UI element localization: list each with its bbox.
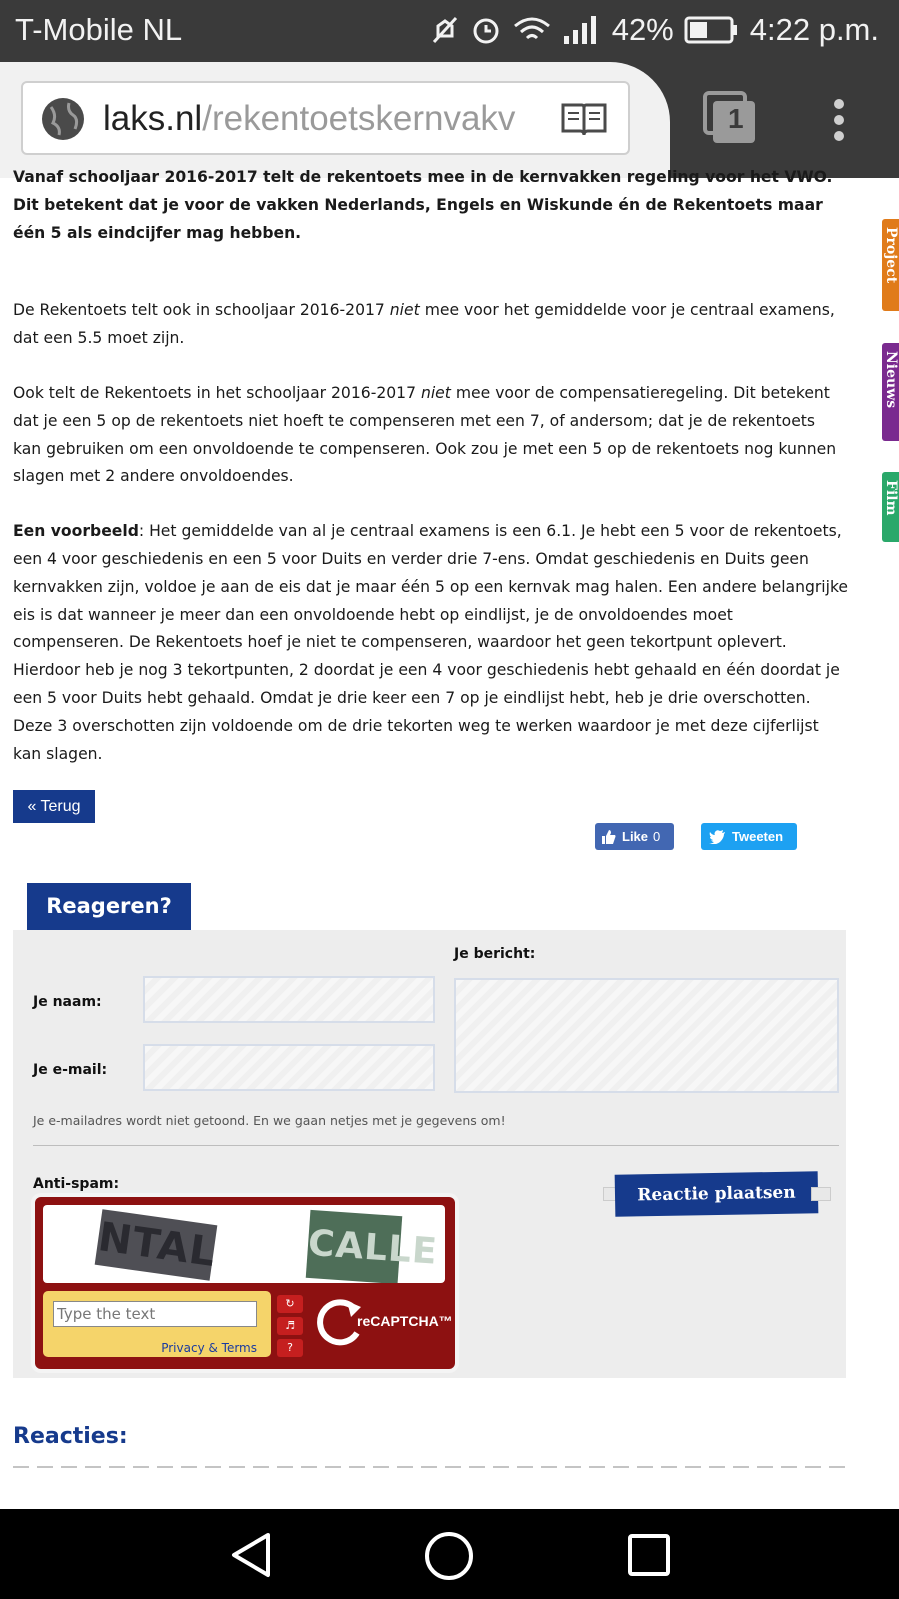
- voorbeeld-heading: Een voorbeeld: [13, 522, 139, 541]
- wifi-icon: [512, 14, 552, 46]
- tab-count: 1: [728, 103, 744, 134]
- submit-label: Reactie plaatsen: [615, 1171, 819, 1217]
- browser-toolbar: [0, 62, 899, 178]
- comment-form: [13, 930, 846, 1378]
- recaptcha-brand: reCAPTCHA™: [357, 1313, 453, 1329]
- carrier-name: T-Mobile NL: [15, 12, 183, 47]
- mute-icon: [430, 14, 460, 46]
- paragraph-voorbeeld: [13, 518, 848, 768]
- audio-captcha-button[interactable]: [277, 1317, 303, 1335]
- recent-apps-square-icon[interactable]: [628, 1534, 670, 1576]
- message-textarea[interactable]: [454, 978, 839, 1093]
- form-divider: [33, 1145, 839, 1146]
- back-triangle-icon[interactable]: [228, 1531, 274, 1579]
- article-body: [13, 168, 849, 768]
- home-circle-icon[interactable]: [424, 1531, 474, 1581]
- form-title: Reageren?: [27, 883, 191, 930]
- paragraph-text: : Het gemiddelde van al je centraal examens is een 6.1. Je hebt een 5 voor de rekentoets, een 4 voor geschiedenis en een 5 voor Duits en verder drie 7-ens. Omdat geschiedenis en Duits geen kernvakken zijn, voldoe je aan de eis dat je maar één 5 op een kernvak mag halen. Een andere belangrijke eis is dat wanneer je meer dan een onvoldoende hebt op eindlijst, je de onvoldoendes moet compenseren. De Rekentoets hoef je niet te compenseren, waardoor het geen tekortpunt oplevert. Hierdoor heb je nog 3 tekortpunten, 2 doordat je een 4 voor geschiedenis hebt gehaald en één doordat je een 5 voor Duits hebt gehaald. Omdat je drie keer een 7 op je eindlijst hebt, heb je drie overschotten. Deze 3 overschotten zijn voldoende om de drie tekorten weg te werken waardoor je met deze cijferlijst kan slagen.: [13, 522, 849, 763]
- help-captcha-button[interactable]: [277, 1339, 303, 1357]
- paragraph-text: mee voor het gemiddelde voor je centraal examens, dat een 5.5 moet zijn.: [13, 301, 835, 348]
- intro-paragraph: Vanaf schooljaar 2016-2017 telt de rekentoets mee in de kernvakken regeling voor het VWO. Dit betekent dat je voor de vakken Nederlands, Engels en Wiskunde én de Rekentoets maar één 5 als eindcijfer mag hebben.: [13, 168, 833, 242]
- side-tab-label: Film: [883, 480, 899, 516]
- side-tab-project[interactable]: [882, 219, 899, 311]
- facebook-like-button[interactable]: [595, 823, 674, 850]
- captcha-input[interactable]: [53, 1301, 257, 1327]
- tweet-label: Tweeten: [732, 829, 784, 844]
- dashed-divider: [13, 1466, 846, 1468]
- alarm-icon: [470, 14, 502, 46]
- battery-icon: [684, 15, 740, 45]
- paragraph-text: De Rekentoets telt ook in schooljaar 2016-2017: [13, 301, 390, 320]
- url-text: [103, 99, 533, 139]
- reader-mode-icon[interactable]: [560, 101, 608, 137]
- url-path: /rekentoetskernvakv: [202, 99, 516, 138]
- url-host: laks.nl: [103, 99, 203, 138]
- comments-heading: Reacties:: [13, 1424, 128, 1449]
- back-button[interactable]: « Terug: [13, 790, 95, 823]
- captcha-image: [43, 1205, 445, 1283]
- active-tab: [0, 62, 670, 178]
- recaptcha-logo: [317, 1297, 453, 1349]
- antispam-label: Anti-spam:: [33, 1176, 120, 1192]
- name-input[interactable]: [143, 976, 435, 1023]
- captcha-word: CALLE: [306, 1210, 403, 1283]
- overflow-menu-icon[interactable]: [830, 98, 848, 142]
- like-count: 0: [653, 829, 661, 844]
- emphasis-text: niet: [389, 301, 420, 320]
- email-label: Je e-mail:: [33, 1062, 108, 1078]
- side-tab-label: Nieuws: [883, 351, 899, 409]
- like-label: Like: [622, 829, 649, 844]
- side-tab-nieuws[interactable]: [882, 343, 899, 441]
- name-label: Je naam:: [33, 994, 102, 1010]
- paragraph-text: Ook telt de Rekentoets in het schooljaar 2016-2017: [13, 383, 421, 402]
- captcha-entry-area: [43, 1291, 271, 1357]
- signal-icon: [562, 14, 602, 46]
- android-nav-bar: [0, 1509, 899, 1599]
- captcha-word: NTAL: [95, 1209, 218, 1281]
- status-bar: [0, 0, 899, 62]
- speaker-icon: ♬: [285, 1319, 295, 1332]
- privacy-note: Je e-mailadres wordt niet getoond. En we gaan netjes met je gegevens om!: [33, 1113, 506, 1128]
- twitter-bird-icon: [709, 830, 726, 844]
- side-tab-film[interactable]: [882, 472, 899, 542]
- battery-percent: 42%: [611, 12, 674, 47]
- help-icon: ?: [287, 1341, 293, 1354]
- tab-switcher-button[interactable]: [703, 91, 757, 149]
- address-bar[interactable]: [21, 81, 630, 155]
- status-icons: [430, 12, 879, 48]
- submit-comment-button[interactable]: [603, 1173, 833, 1217]
- emphasis-text: niet: [420, 383, 451, 402]
- paragraph-text: mee voor de compensatieregeling. Dit betekent dat je een 5 op de rekentoets niet hoeft te compenseren met een 7, of andersom; dat je de rekentoets kan gebruiken om een onvoldoende te compenseren. Ook zou je met een 5 op de rekentoets nog kunnen slagen met 2 andere onvoldoendes.: [13, 383, 837, 486]
- side-tab-label: Project: [883, 227, 899, 284]
- tape-decoration: [811, 1187, 831, 1201]
- paragraph-centraal-examen: [13, 297, 848, 353]
- paragraph-compensatie: [13, 380, 848, 491]
- email-input[interactable]: [143, 1044, 435, 1091]
- clock: 4:22 p.m.: [749, 12, 879, 47]
- refresh-captcha-button[interactable]: [277, 1295, 303, 1313]
- refresh-icon: ↻: [285, 1297, 295, 1310]
- thumbs-up-icon: [601, 829, 617, 845]
- globe-icon: [41, 97, 85, 141]
- privacy-terms-link[interactable]: Privacy & Terms: [161, 1341, 257, 1355]
- message-label: Je bericht:: [454, 946, 536, 962]
- tweet-button[interactable]: [701, 823, 797, 850]
- recaptcha-widget: [35, 1197, 455, 1369]
